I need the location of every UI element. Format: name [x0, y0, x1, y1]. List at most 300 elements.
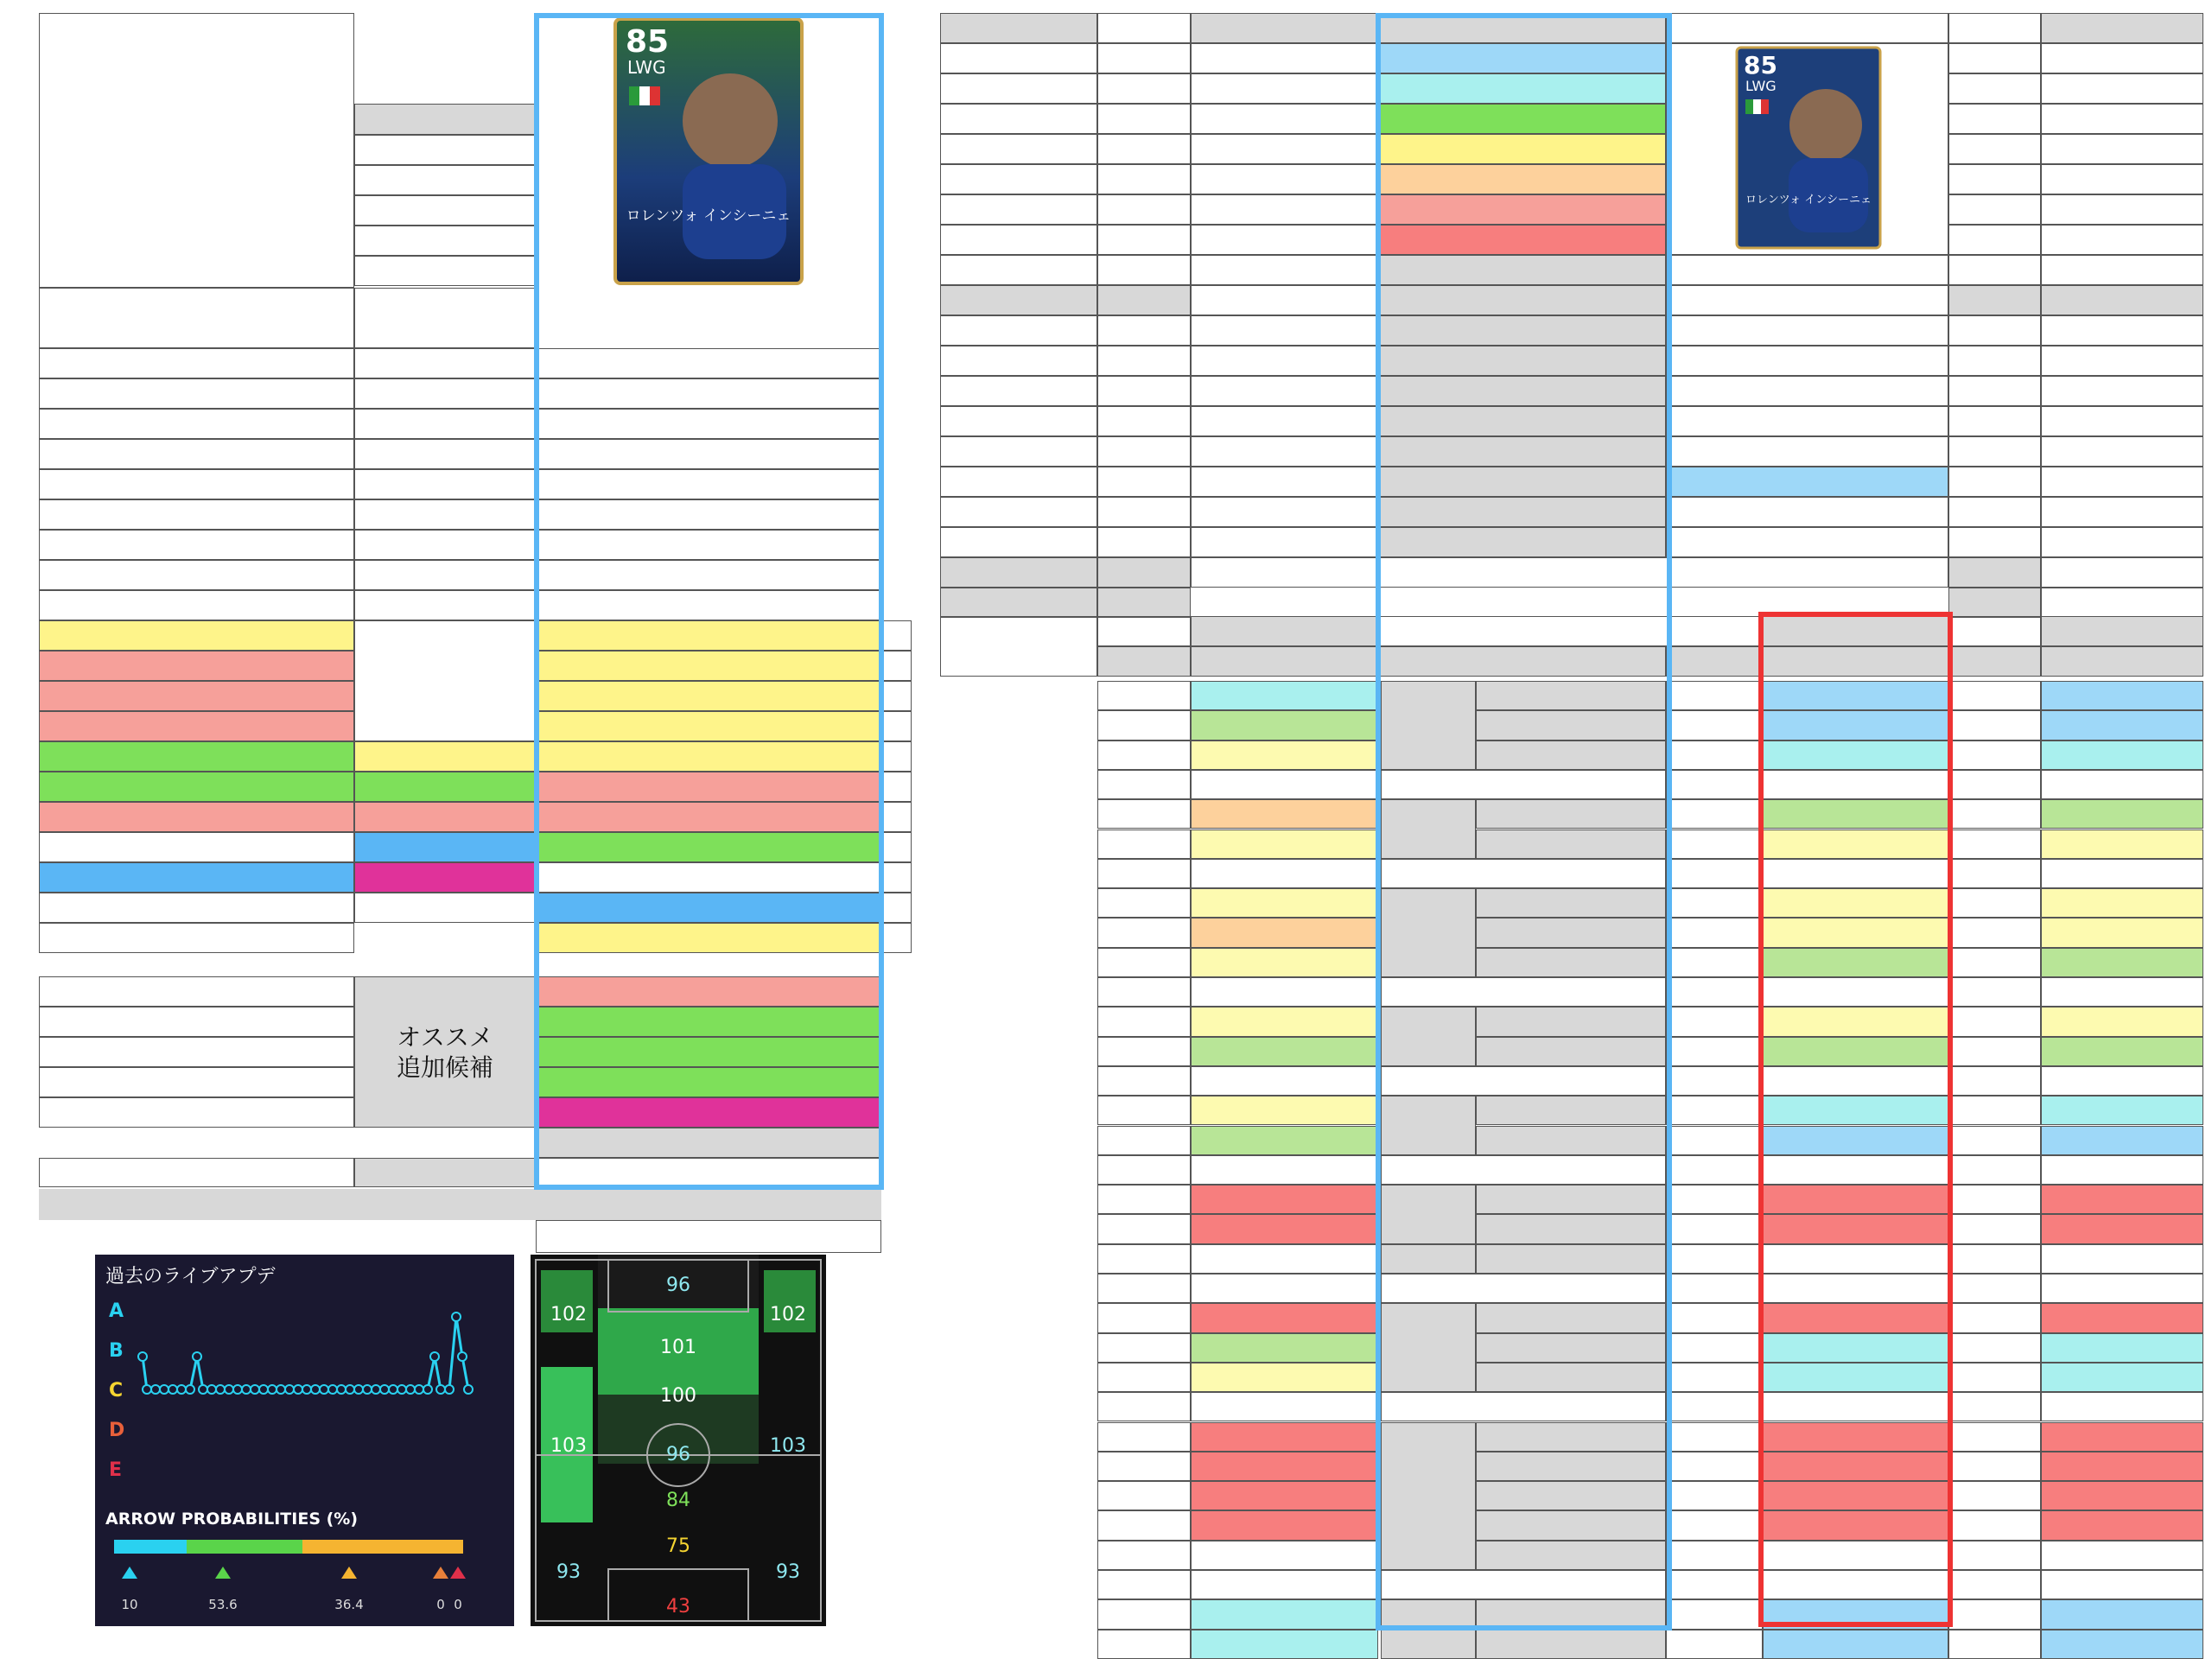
- spacer-row: [1381, 1155, 1666, 1185]
- new-skill: [536, 711, 881, 741]
- stat-boost: [1666, 1214, 1763, 1243]
- info-value: [536, 409, 881, 439]
- stat-boost: [1666, 1422, 1763, 1452]
- stat-name: [1476, 710, 1666, 740]
- info-value: [536, 439, 881, 469]
- fome-label: [1191, 646, 1378, 677]
- training-stat-label: [1948, 436, 2041, 467]
- booster-right-value: [1948, 164, 2041, 194]
- booster-right-field: [2041, 194, 2203, 225]
- empty: [1097, 710, 1191, 740]
- stat-new-value: [1763, 1126, 1948, 1155]
- new-skill: [536, 862, 881, 893]
- stat-diff: [1948, 799, 2041, 829]
- attr-right-value: [1666, 376, 1948, 406]
- grade-label: E: [109, 1459, 123, 1481]
- spacer-row: [1763, 1392, 1948, 1421]
- stat-new-value: [1763, 1037, 1948, 1066]
- empty: [1097, 1037, 1191, 1066]
- stat-right-value: [2041, 1630, 2203, 1659]
- stat-boost: [1666, 1333, 1763, 1363]
- training-stat-label: [1948, 588, 2041, 618]
- training-value: [940, 467, 1097, 497]
- skill-category: [354, 741, 536, 772]
- stat-new-value: [1763, 1541, 1948, 1570]
- spacer-row: [1381, 1392, 1666, 1421]
- spacer-row: [1666, 1274, 1763, 1303]
- stat-new-value: [1763, 1452, 1948, 1481]
- arrow-prob: 0: [454, 1597, 462, 1612]
- attr-label: [1378, 527, 1666, 557]
- spacer-row: [2041, 770, 2203, 799]
- training-value: [940, 406, 1097, 436]
- legend-range: [1378, 164, 1666, 194]
- booster-header-right: [2041, 13, 2203, 43]
- stat-diff: [1948, 1481, 2041, 1510]
- stat-right-value: [2041, 918, 2203, 947]
- stat-name: [1476, 948, 1666, 977]
- stat-name: [1476, 1481, 1666, 1510]
- stat-right-value: [2041, 1214, 2203, 1243]
- old-skill: [39, 923, 354, 953]
- info-label: [354, 530, 536, 560]
- card-rating: 85: [1744, 51, 1777, 79]
- booster-right-value: [1948, 134, 2041, 164]
- stat-old-value: [1191, 948, 1378, 977]
- booster-right-field: [2041, 225, 2203, 255]
- stat-boost: [1666, 1007, 1763, 1036]
- attr-label: [1378, 436, 1666, 467]
- field-value: 84: [666, 1490, 690, 1511]
- old-skill: [39, 741, 354, 772]
- player-card-small: [1735, 46, 1882, 250]
- attr-label: [1378, 315, 1666, 346]
- info-left: [39, 590, 354, 620]
- info-label: [354, 590, 536, 620]
- new-skill: [536, 893, 881, 923]
- stat-group-label: [1381, 1599, 1476, 1659]
- legend-range: [1378, 225, 1666, 255]
- old-skill: [39, 802, 354, 832]
- fome-label: [1763, 646, 1948, 677]
- booster-field-label: [1097, 134, 1191, 164]
- stat-diff: [1948, 1363, 2041, 1392]
- stat-right-value: [2041, 1333, 2203, 1363]
- training-stat-label: [1097, 497, 1191, 527]
- field-value: 102: [550, 1304, 587, 1325]
- arrow-prob: 36.4: [334, 1597, 364, 1612]
- stat-right-value: [2041, 948, 2203, 977]
- osusume-label: オススメ 追加候補: [354, 976, 536, 1128]
- skill-mark: [9, 651, 39, 681]
- playstyle-value: [1666, 255, 1948, 285]
- training-stat-label: [1097, 376, 1191, 406]
- training-value: [940, 588, 1097, 618]
- info-left: [39, 439, 354, 469]
- stat-diff: [1948, 1007, 2041, 1036]
- stat-boost: [1666, 1599, 1763, 1629]
- field-value: 100: [660, 1385, 696, 1407]
- empty: [1191, 557, 1948, 588]
- empty: [940, 194, 1097, 225]
- empty: [1948, 285, 2041, 315]
- attr-right-value: [1666, 467, 1948, 497]
- stat-old-value: [1191, 799, 1378, 829]
- new-skill: [536, 741, 881, 772]
- empty-row: [536, 1128, 881, 1158]
- stat-new-value: [1763, 888, 1948, 918]
- info-left: [39, 530, 354, 560]
- empty: [1097, 1303, 1191, 1332]
- empty-box: [39, 288, 354, 348]
- poji-candidate-value: [536, 1158, 881, 1187]
- stat-diff: [1948, 1303, 2041, 1332]
- booster-right-field: [2041, 134, 2203, 164]
- spacer-row: [1948, 1392, 2041, 1421]
- skill-mark: [9, 711, 39, 741]
- info-value: [536, 469, 881, 499]
- stat-boost: [1666, 948, 1763, 977]
- recommend-reason: [39, 1067, 354, 1097]
- recommend-skill: [536, 1007, 881, 1037]
- info-label: [354, 499, 536, 530]
- skill-category: [354, 862, 536, 893]
- attr-label: [1378, 346, 1666, 376]
- empty: [940, 616, 1097, 677]
- spacer-row: [1666, 977, 1763, 1007]
- info-value: [536, 590, 881, 620]
- stat-name: [1476, 1096, 1666, 1125]
- stat-diff: [1948, 918, 2041, 947]
- training-value: [2041, 497, 2203, 527]
- attr-right-value: [1666, 406, 1948, 436]
- skill-new-mark: [881, 741, 912, 772]
- card-name: ロレンツォ インシーニェ: [1745, 194, 1872, 207]
- spacer-row: [1666, 1066, 1763, 1096]
- graph-title: 過去のライブアプデ: [105, 1266, 276, 1287]
- stat-group-label: [1381, 1422, 1476, 1571]
- stat-boost: [1666, 1541, 1763, 1570]
- field-value: 75: [666, 1535, 690, 1557]
- stat-diff: [1948, 1333, 2041, 1363]
- stat-name: [1476, 1333, 1666, 1363]
- skill-new-mark: [881, 832, 912, 862]
- skill-new-mark: [881, 802, 912, 832]
- empty: [1097, 1630, 1191, 1659]
- player-name: [536, 288, 881, 348]
- card-name: ロレンツォ インシーニェ: [626, 207, 791, 225]
- info-left: [39, 348, 354, 378]
- training-stat-label: [1948, 406, 2041, 436]
- booster-field-value: [1191, 73, 1378, 104]
- stat-old-value: [1191, 1244, 1378, 1274]
- spacer-row: [1381, 859, 1666, 888]
- training-value: [940, 527, 1097, 557]
- diff-label: [1948, 646, 2041, 677]
- spacer-row: [1666, 770, 1763, 799]
- training-value: [940, 557, 1097, 588]
- stat-old-value: [1191, 918, 1378, 947]
- stat-right-value: [2041, 1185, 2203, 1214]
- stat-boost: [1666, 1630, 1763, 1659]
- stat-name: [1476, 888, 1666, 918]
- stat-boost: [1666, 681, 1763, 710]
- training-value: [2041, 376, 2203, 406]
- spacer-row: [1381, 1066, 1666, 1096]
- empty: [1097, 616, 1191, 646]
- training-stat-label: [1097, 346, 1191, 376]
- stat-diff: [1948, 1185, 2041, 1214]
- tsuika-label: [883, 560, 912, 620]
- stat-old-value: [1191, 1007, 1378, 1036]
- spacer-row: [1191, 1066, 1378, 1096]
- stat-new-value: [1763, 1510, 1948, 1540]
- grade-label: B: [109, 1340, 124, 1362]
- stat-diff: [1948, 741, 2041, 770]
- stat-right-value: [2041, 1510, 2203, 1540]
- stat-group-label: [1381, 1007, 1476, 1066]
- spacer-row: [1763, 859, 1948, 888]
- skill-mark: [9, 832, 39, 862]
- stat-boost: [1666, 799, 1763, 829]
- playstyle-label: [1378, 255, 1666, 285]
- stat-name: [1476, 1126, 1666, 1155]
- stat-old-value: [1191, 1541, 1378, 1570]
- stat-old-value: [1191, 741, 1378, 770]
- stat-old-value: [1191, 830, 1378, 859]
- fome-total-label: [536, 1189, 881, 1220]
- empty: [1097, 1333, 1191, 1363]
- empty: [940, 255, 1097, 285]
- past-live-update-label: [39, 1189, 536, 1220]
- empty: [1097, 285, 1191, 315]
- spacer-row: [2041, 1155, 2203, 1185]
- empty: [1097, 948, 1191, 977]
- empty: [1097, 1126, 1191, 1155]
- skill-category: [354, 772, 536, 802]
- stat-boost: [1666, 1096, 1763, 1125]
- booster-count: [1097, 164, 1191, 194]
- field-value: 96: [666, 1274, 690, 1296]
- empty-row: [39, 1158, 354, 1187]
- training-value: [2041, 346, 2203, 376]
- stat-name: [1476, 1599, 1666, 1629]
- spacer-row: [1097, 1392, 1191, 1421]
- info-label: [354, 469, 536, 499]
- booster-right-field: [2041, 164, 2203, 194]
- booster-header-left: [940, 13, 1097, 43]
- new-skill: [536, 681, 881, 711]
- attr-label: [1378, 467, 1666, 497]
- info-value: [536, 378, 881, 409]
- stat-boost: [1666, 1244, 1763, 1274]
- empty: [1097, 1185, 1191, 1214]
- stat-boost: [1666, 1363, 1763, 1392]
- juten-row: [354, 226, 536, 256]
- stat-group-label: [1381, 799, 1476, 859]
- skill-mark: [9, 772, 39, 802]
- training-stat-label: [1097, 436, 1191, 467]
- recommend-reason: [39, 1007, 354, 1037]
- info-left: [39, 409, 354, 439]
- booster-right-value: [1948, 73, 2041, 104]
- skill-mark: [9, 862, 39, 893]
- stat-boost: [1666, 1037, 1763, 1066]
- spacer-row: [2041, 1392, 2203, 1421]
- stat-right-value: [2041, 1599, 2203, 1629]
- fome-label: [2041, 646, 2203, 677]
- spacer-row: [1763, 1570, 1948, 1599]
- empty: [940, 134, 1097, 164]
- stat-group-label: [1381, 1096, 1476, 1155]
- training-stat-label: [1097, 588, 1191, 618]
- field-value: 101: [660, 1337, 696, 1358]
- stat-old-value: [1191, 710, 1378, 740]
- stat-name: [1476, 1630, 1666, 1659]
- empty: [1097, 681, 1191, 710]
- skill-new-mark: [881, 893, 912, 923]
- stat-diff: [1948, 1541, 2041, 1570]
- booster-field-label: [1097, 194, 1191, 225]
- stat-name: [1476, 1214, 1666, 1243]
- stat-right-value: [2041, 1303, 2203, 1332]
- empty: [1097, 1363, 1191, 1392]
- recommend-skill: [536, 1037, 881, 1067]
- info-left: [39, 560, 354, 590]
- attr-left-value: [1191, 406, 1378, 436]
- empty: [1097, 1422, 1191, 1452]
- skill-mark: [9, 741, 39, 772]
- stat-name: [1476, 799, 1666, 829]
- spacer-row: [1948, 1155, 2041, 1185]
- training-stat-label: [1948, 497, 2041, 527]
- boost-label: [1666, 646, 1763, 677]
- attr-left-value: [1191, 497, 1378, 527]
- training-value: [940, 315, 1097, 346]
- old-skill: [39, 711, 354, 741]
- spacer-row: [1097, 1066, 1191, 1096]
- old-skill: [39, 893, 354, 923]
- stat-new-value: [1763, 918, 1948, 947]
- attr-label: [1378, 285, 1666, 315]
- stat-new-value: [1763, 1481, 1948, 1510]
- stat-right-value: [2041, 1096, 2203, 1125]
- stat-right-value: [2041, 1481, 2203, 1510]
- stat-right-value: [2041, 830, 2203, 859]
- spacer-row: [1948, 1274, 2041, 1303]
- spacer-row: [1191, 1155, 1378, 1185]
- stat-diff: [1948, 1422, 2041, 1452]
- field-value: 43: [666, 1596, 690, 1618]
- stat-new-value: [1763, 710, 1948, 740]
- training-stat-label: [1097, 467, 1191, 497]
- shometsu-label: [9, 560, 35, 620]
- old-skill: [39, 832, 354, 862]
- stat-old-value: [1191, 1363, 1378, 1392]
- empty: [1948, 13, 2041, 43]
- spacer-row: [1948, 1570, 2041, 1599]
- stat-group-label: [1381, 888, 1476, 977]
- stat-diff: [1948, 1244, 2041, 1274]
- stat-right-value: [2041, 1541, 2203, 1570]
- attr-left-value: [1191, 285, 1378, 315]
- info-value: [536, 499, 881, 530]
- stat-new-value: [1763, 948, 1948, 977]
- stat-old-value: [1191, 1126, 1378, 1155]
- stat-right-value: [2041, 888, 2203, 918]
- stat-diff: [1948, 1037, 2041, 1066]
- stat-right-value: [2041, 710, 2203, 740]
- stat-boost: [1666, 1510, 1763, 1540]
- attr-right-value: [1666, 315, 1948, 346]
- stat-new-value: [1763, 741, 1948, 770]
- skill-mark: [9, 681, 39, 711]
- empty: [1097, 830, 1191, 859]
- stat-new-value: [1763, 1096, 1948, 1125]
- stat-old-value: [1191, 1422, 1378, 1452]
- stat-old-value: [1191, 1185, 1378, 1214]
- empty: [1097, 13, 1191, 43]
- field-value: 103: [550, 1435, 587, 1457]
- stat-new-value: [1763, 799, 1948, 829]
- skill-category: [354, 893, 536, 923]
- info-label: [354, 560, 536, 590]
- booster-right-value: [1948, 43, 2041, 73]
- new-skill: [536, 923, 881, 953]
- stat-old-value: [1191, 1303, 1378, 1332]
- training-stat-label: [1948, 467, 2041, 497]
- attr-label: [1378, 376, 1666, 406]
- skill-new-mark: [881, 711, 912, 741]
- field-value: 102: [770, 1304, 806, 1325]
- spacer-row: [2041, 1274, 2203, 1303]
- juten-row: [354, 165, 536, 195]
- empty: [1097, 1452, 1191, 1481]
- info-label: [354, 409, 536, 439]
- spacer-row: [1191, 770, 1378, 799]
- training-stat-label: [1948, 315, 2041, 346]
- arrow-prob: 0: [436, 1597, 445, 1612]
- stat-name: [1476, 741, 1666, 770]
- skill-mark: [9, 802, 39, 832]
- empty: [1097, 1541, 1191, 1570]
- spacer-row: [1097, 770, 1191, 799]
- new-skill: [536, 802, 881, 832]
- field-value: 93: [556, 1561, 581, 1583]
- booster-right-value: [1948, 255, 2041, 285]
- attr-label: [1378, 406, 1666, 436]
- stat-diff: [1948, 1510, 2041, 1540]
- skill-label: [354, 620, 536, 741]
- juten-row: [354, 135, 536, 165]
- empty: [1948, 616, 2041, 646]
- version-header: [1378, 13, 1666, 43]
- training-label: [940, 285, 1097, 315]
- empty: [1097, 1096, 1191, 1125]
- stat-old-value: [1191, 888, 1378, 918]
- spacer-row: [2041, 859, 2203, 888]
- stat-diff: [1948, 681, 2041, 710]
- booster-right-value: [1948, 225, 2041, 255]
- skill-mark: [9, 620, 39, 651]
- stat-name: [1476, 1244, 1666, 1274]
- training-value: [2041, 406, 2203, 436]
- stat-name: [1476, 681, 1666, 710]
- legend-range: [1378, 73, 1666, 104]
- booster-right-value: [1948, 194, 2041, 225]
- poji-candidate-label: [354, 1158, 536, 1187]
- stat-old-value: [1191, 1096, 1378, 1125]
